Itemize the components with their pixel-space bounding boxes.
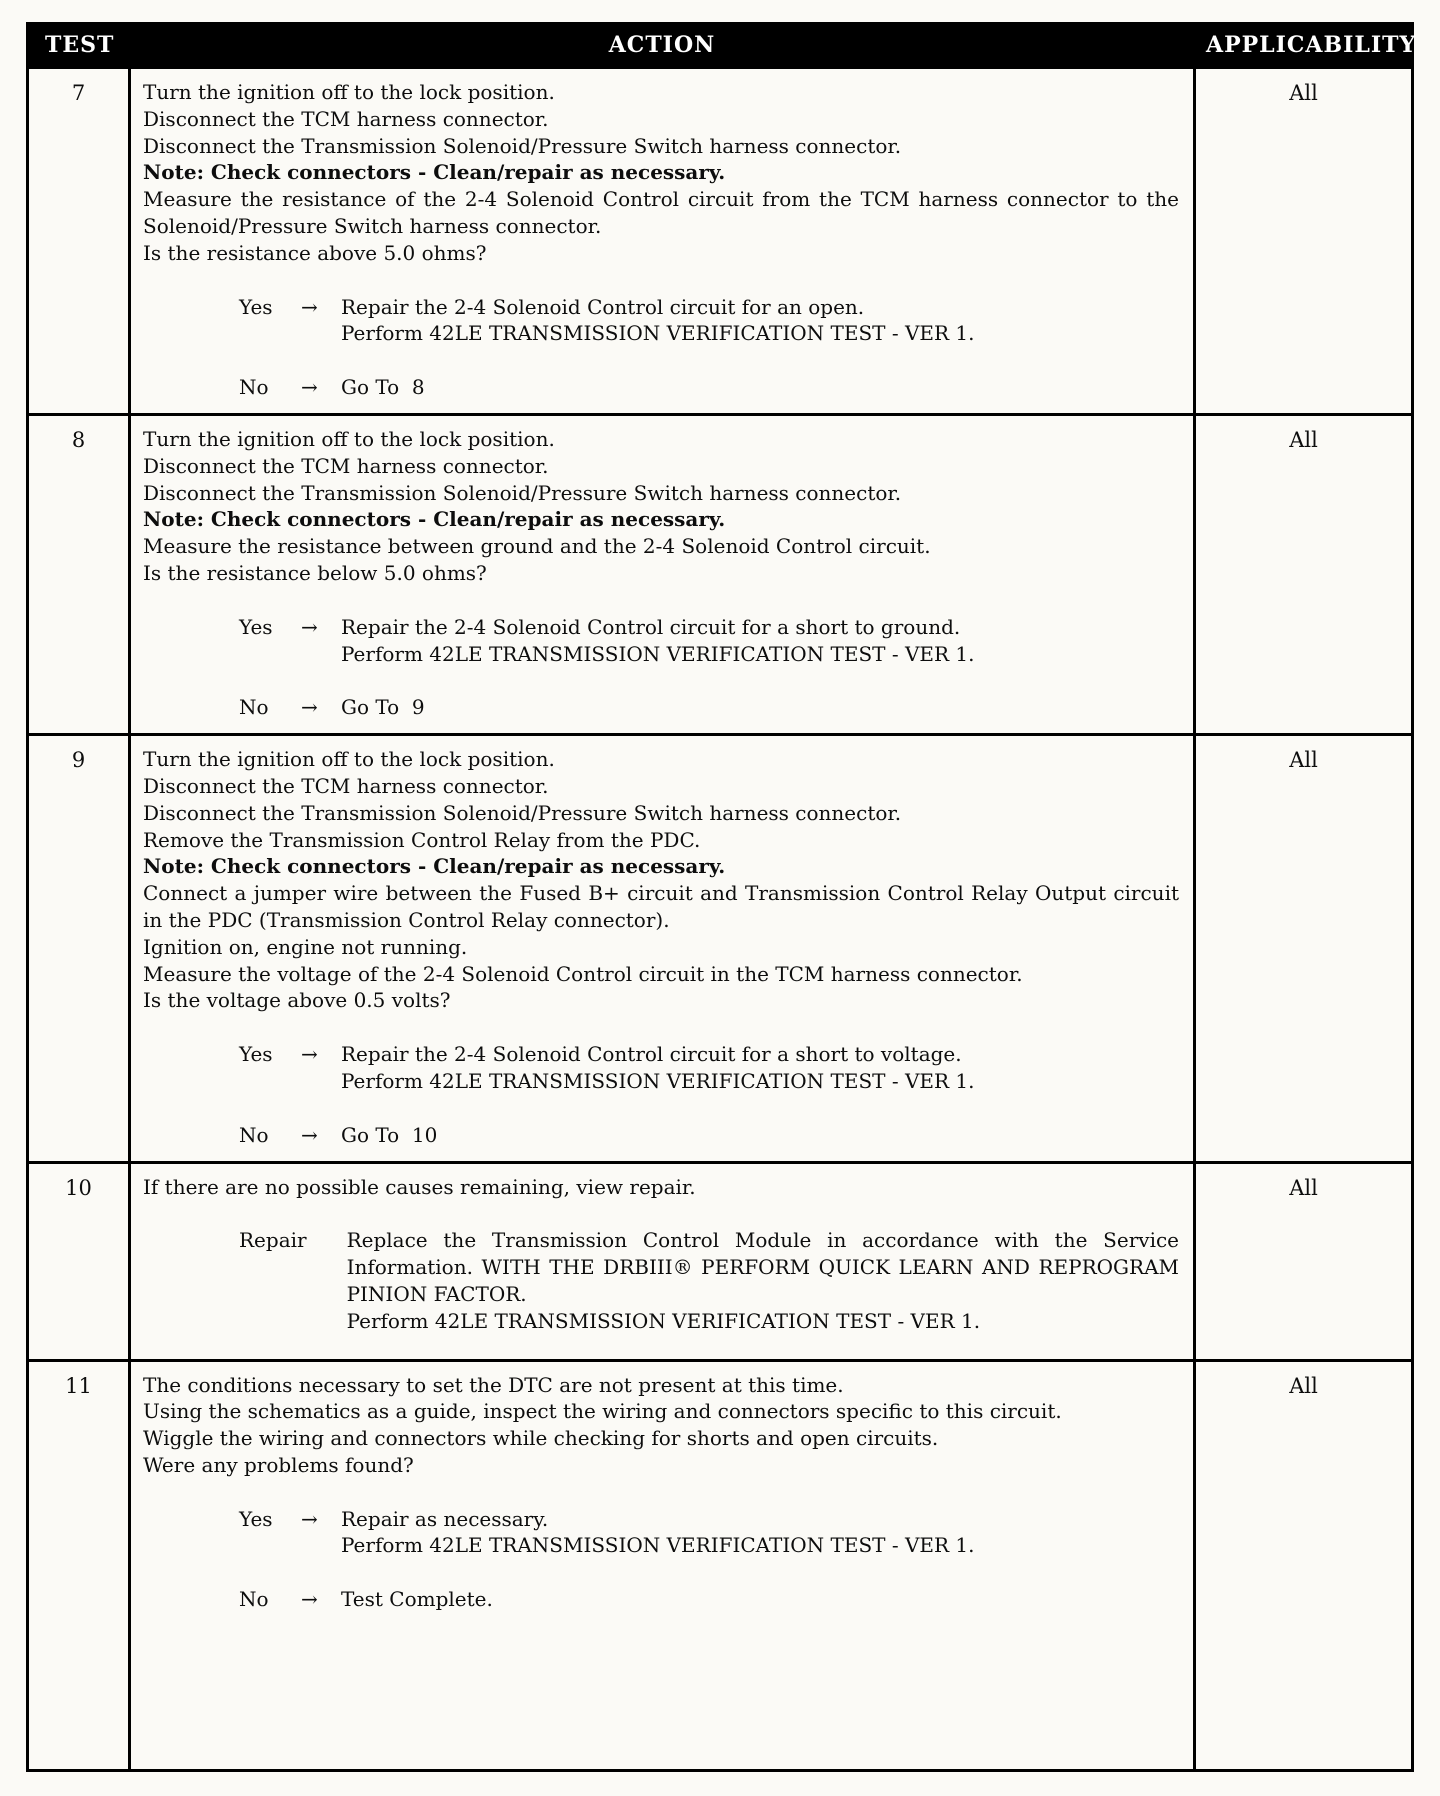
decision-result [341,294,1179,348]
decision-no [239,374,1179,401]
decision-result [341,1506,1179,1560]
decision-line: Perform 42LE TRANSMISSION VERIFICATION TEST - VER 1. [341,1533,975,1558]
action-step: Remove the Transmission Control Relay from the PDC. [143,827,701,852]
decision-line: Repair the 2-4 Solenoid Control circuit for an open. [341,294,865,319]
arrow-right-icon: → [301,375,318,400]
test-row-9 [28,735,1413,1162]
decision-result [341,614,1179,668]
arrow-right-icon: → [301,1042,318,1067]
diagnostic-test-table [26,22,1417,1772]
action-step: Disconnect the TCM harness connector. [143,773,549,798]
action-step: Connect a jumper wire between the Fused B+ circuit and Transmission Control Relay Output circuit in the PDC (Transmission Control Relay connector). [143,881,1179,932]
arrow-right-icon: → [301,1506,318,1531]
decision-no [239,1586,1179,1613]
action-step: Is the resistance below 5.0 ohms? [143,560,487,585]
decision-label: Repair [239,1228,307,1253]
decision-yes [239,1506,1179,1560]
decision-yes [239,614,1179,668]
decision-no [239,1122,1179,1149]
note-step: Note: Check connectors - Clean/repair as necessary. [143,160,726,185]
test-number: 9 [28,735,130,1162]
decision-repair [239,1227,1186,1334]
action-step: Measure the resistance of the 2-4 Solenoid Control circuit from the TCM harness connector to the Solenoid/Pressure Switch harness connector. [143,187,1179,238]
action-step: Is the resistance above 5.0 ohms? [143,240,487,265]
decision-label: Yes [239,294,273,319]
action-step: The conditions necessary to set the DTC are not present at this time. [143,1372,844,1397]
decision-label: No [239,375,269,400]
action-step: Were any problems found? [143,1452,414,1477]
action-step: Using the schematics as a guide, inspect the wiring and connectors specific to this circuit. [143,1399,1062,1424]
decision-label: Yes [239,1042,273,1067]
note-step: Note: Check connectors - Clean/repair as necessary. [143,854,726,879]
table-body [28,68,1413,1771]
action-cell [130,735,1195,1162]
action-step: Ignition on, engine not running. [143,934,468,959]
action-step: Disconnect the Transmission Solenoid/Pressure Switch harness connector. [143,133,902,158]
decision-label: No [239,695,269,720]
decision-no [239,694,1179,721]
applicability-value: All [1195,414,1413,734]
action-step: Disconnect the Transmission Solenoid/Pressure Switch harness connector. [143,800,902,825]
decision-result [341,694,1179,721]
note-step: Note: Check connectors - Clean/repair as necessary. [143,507,726,532]
decision-line: Perform 42LE TRANSMISSION VERIFICATION TEST - VER 1. [346,1308,981,1333]
arrow-right-icon: → [301,1587,318,1612]
action-step: Turn the ignition off to the lock position. [143,426,555,451]
decision-line: Perform 42LE TRANSMISSION VERIFICATION TEST - VER 1. [341,321,975,346]
header-row [28,24,1413,68]
action-step: Disconnect the Transmission Solenoid/Pressure Switch harness connector. [143,480,902,505]
decision-result [341,374,1179,401]
action-step: Wiggle the wiring and connectors while checking for shorts and open circuits. [143,1426,939,1451]
action-step: Turn the ignition off to the lock position. [143,80,555,104]
arrow-right-icon: → [301,614,318,639]
test-row-7 [28,68,1413,415]
applicability-value: All [1195,1162,1413,1360]
decision-line: Go To 9 [341,695,425,720]
action-step: Disconnect the TCM harness connector. [143,453,549,478]
decision-label: Yes [239,614,273,639]
decision-line: Perform 42LE TRANSMISSION VERIFICATION TEST - VER 1. [341,1068,975,1093]
col-header-test: TEST [28,24,130,68]
test-row-10 [28,1162,1413,1360]
arrow-right-icon: → [301,695,318,720]
table-header [28,24,1417,68]
action-step: Measure the resistance between ground and the 2-4 Solenoid Control circuit. [143,534,931,559]
test-number: 8 [28,414,130,734]
decision-line: Test Complete. [341,1587,493,1612]
applicability-value: All [1195,68,1413,415]
decision-line: Repair the 2-4 Solenoid Control circuit for a short to voltage. [341,1042,962,1067]
decision-line: Replace the Transmission Control Module in accordance with the Service Information. WITH THE DRBIII® PERFORM QUICK LEARN AND REPROGRAM PINION FACTOR. [346,1228,1186,1306]
col-header-action: ACTION [130,24,1195,68]
action-cell [130,414,1195,734]
action-cell [130,1360,1195,1771]
decision-label: Yes [239,1506,273,1531]
arrow-right-icon: → [301,294,318,319]
decision-yes [239,294,1179,348]
action-step: Is the voltage above 0.5 volts? [143,988,451,1013]
action-step: Disconnect the TCM harness connector. [143,106,549,131]
decision-result [341,1586,1179,1613]
test-number: 10 [28,1162,130,1360]
decision-result [341,1122,1179,1149]
decision-result [346,1227,1186,1334]
test-row-8 [28,414,1413,734]
decision-line: Go To 10 [341,1122,438,1147]
arrow-right-icon: → [301,1122,318,1147]
decision-label: No [239,1587,269,1612]
applicability-value: All [1195,735,1413,1162]
test-number: 7 [28,68,130,415]
action-cell [130,68,1195,415]
action-step: Turn the ignition off to the lock position. [143,747,555,772]
decision-line: Perform 42LE TRANSMISSION VERIFICATION TEST - VER 1. [341,641,975,666]
test-number: 11 [28,1360,130,1771]
col-header-applicability: APPLICABILITY [1195,24,1413,68]
test-row-11 [28,1360,1413,1771]
applicability-value: All [1195,1360,1413,1771]
decision-yes [239,1041,1179,1095]
action-step: If there are no possible causes remaining, view repair. [143,1174,696,1199]
decision-line: Repair the 2-4 Solenoid Control circuit for a short to ground. [341,614,961,639]
decision-label: No [239,1122,269,1147]
decision-line: Repair as necessary. [341,1506,549,1531]
action-step: Measure the voltage of the 2-4 Solenoid Control circuit in the TCM harness connector. [143,961,1023,986]
decision-result [341,1041,1179,1095]
action-cell [130,1162,1195,1360]
decision-line: Go To 8 [341,375,425,400]
